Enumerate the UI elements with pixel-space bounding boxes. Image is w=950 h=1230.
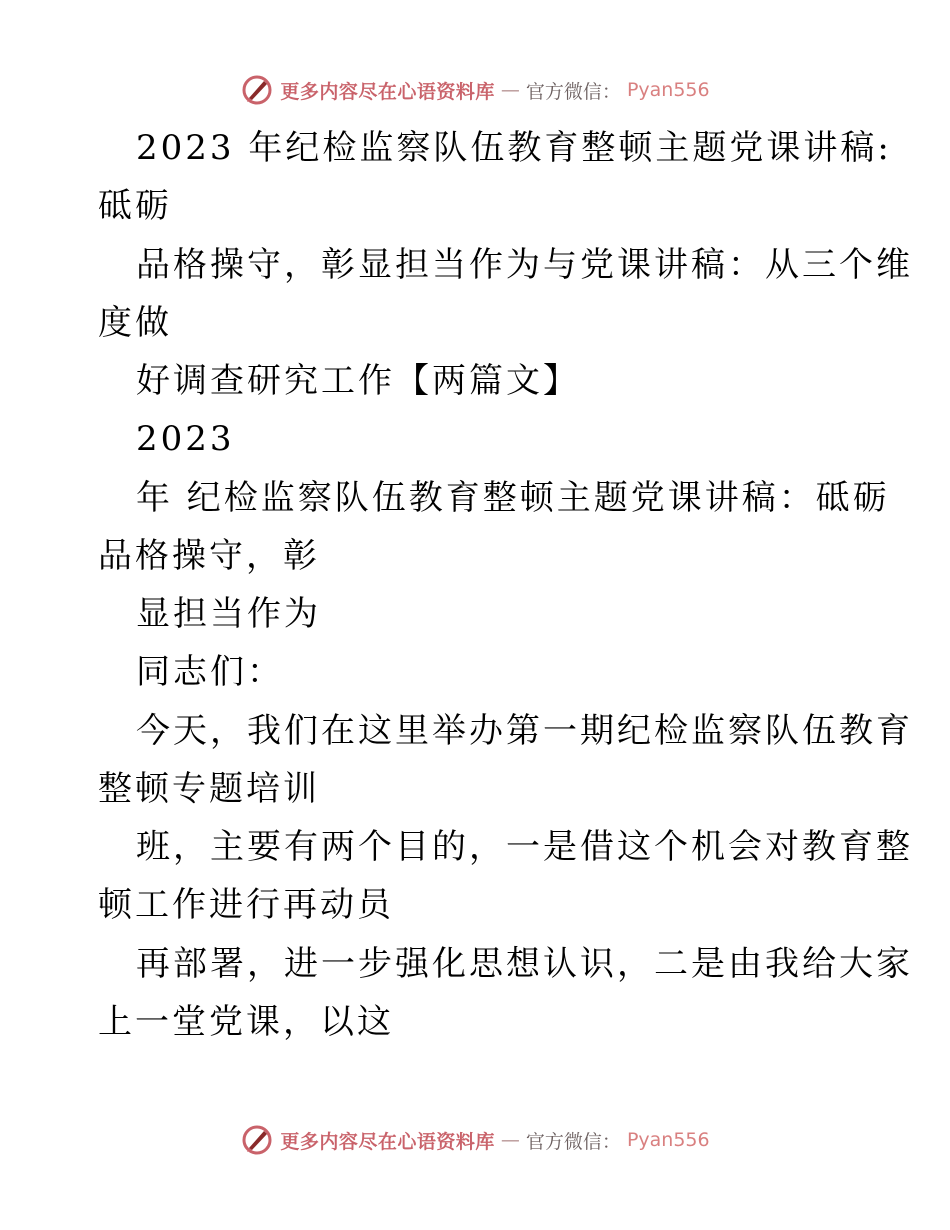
title-line-3: 品格操守，彰显担当作为与党课讲稿：从三个维 [136,245,913,285]
section-title-line-3: 显担当作为 [136,594,321,634]
paragraph-line-5: 再部署，进一步强化思想认识，二是由我给大家 [136,944,913,984]
salutation: 同志们： [136,652,284,692]
watermark-main-text: 更多内容尽在心语资料库 [280,1130,495,1153]
watermark-official-label: 官方微信： [525,80,621,103]
title-line-4: 度做 [98,303,172,343]
paragraph-line-3: 班，主要有两个目的，一是借这个机会对教育整 [136,827,913,867]
paragraph-line-1: 今天，我们在这里举办第一期纪检监察队伍教育 [136,711,913,751]
watermark-main-text: 更多内容尽在心语资料库 [280,80,495,103]
title-line-2: 砥砺 [98,186,172,226]
quill-pen-logo-icon [240,1123,274,1157]
watermark-account: Pyan556 [626,79,710,101]
title-line-1: 2023 年纪检监察队伍教育整顿主题党课讲稿: [136,128,892,168]
paragraph-line-6: 上一堂党课，以这 [98,1002,394,1042]
footer-watermark [0,1120,950,1160]
section-title-line-2: 品格操守，彰 [98,536,320,576]
paragraph-line-4: 顿工作进行再动员 [98,885,394,925]
watermark-account: Pyan556 [626,1129,710,1151]
watermark-dash: — [500,1129,520,1151]
title-line-5: 好调查研究工作【两篇文】 [136,361,580,401]
section-title-line-1: 年 纪检监察队伍教育整顿主题党课讲稿：砥砺 [136,478,890,518]
watermark-official-label: 官方微信： [525,1130,621,1153]
watermark-dash: — [500,79,520,101]
paragraph-line-2: 整顿专题培训 [98,769,320,809]
section-year: 2023 [136,419,235,459]
